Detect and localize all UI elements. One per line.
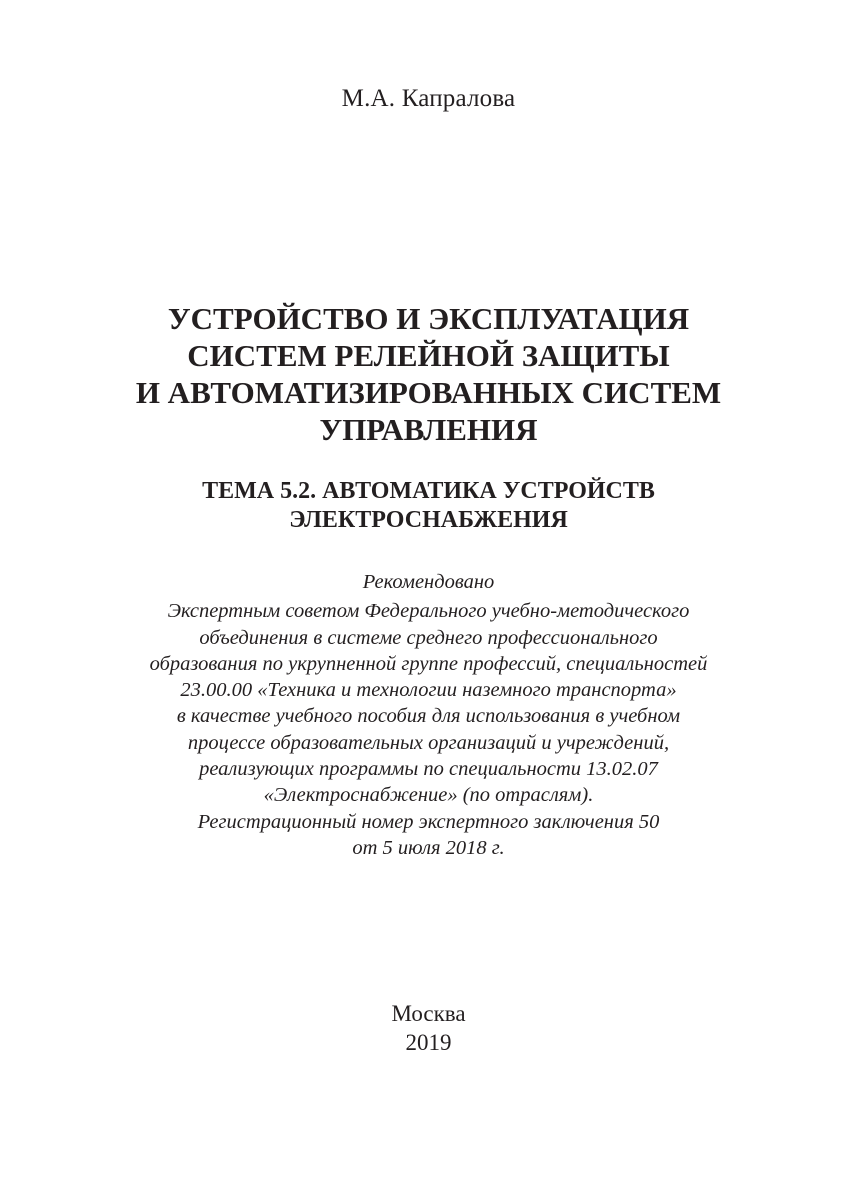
book-subtitle bbox=[0, 477, 857, 535]
recommendation-line: Регистрационный номер экспертного заключения 50 bbox=[197, 810, 660, 833]
book-title-line: СИСТЕМ РЕЛЕЙНОЙ ЗАЩИТЫ bbox=[187, 338, 670, 373]
recommendation-line: «Электроснабжение» (по отраслям). bbox=[263, 784, 594, 807]
imprint-year: 2019 bbox=[405, 1030, 452, 1055]
book-subtitle-line: ЭЛЕКТРОСНАБЖЕНИЯ bbox=[289, 507, 568, 533]
imprint bbox=[0, 999, 857, 1057]
recommendation-line: Экспертным советом Федерального учебно-методического bbox=[167, 600, 690, 623]
book-title bbox=[0, 300, 857, 448]
recommendation-line: объединения в системе среднего профессионального bbox=[199, 626, 658, 649]
recommendation-line: реализующих программы по специальности 13.02.07 bbox=[199, 758, 658, 781]
book-title-line: И АВТОМАТИЗИРОВАННЫХ СИСТЕМ bbox=[135, 375, 722, 410]
recommendation-line: от 5 июля 2018 г. bbox=[352, 836, 505, 859]
recommendation-line: образования по укрупненной группе профессий, специальностей bbox=[149, 652, 708, 675]
recommendation-heading: Рекомендовано bbox=[362, 571, 495, 593]
book-title-line: УПРАВЛЕНИЯ bbox=[319, 412, 538, 447]
recommendation-line: 23.00.00 «Техника и технологии наземного транспорта» bbox=[180, 679, 677, 702]
recommendation-block bbox=[0, 569, 857, 861]
recommendation-line: в качестве учебного пособия для использования в учебном bbox=[176, 705, 681, 728]
imprint-city: Москва bbox=[391, 1001, 466, 1026]
recommendation-line: процессе образовательных организаций и учреждений, bbox=[187, 731, 670, 754]
book-subtitle-line: ТЕМА 5.2. АВТОМАТИКА УСТРОЙСТВ bbox=[202, 478, 655, 504]
book-title-line: УСТРОЙСТВО И ЭКСПЛУАТАЦИЯ bbox=[167, 301, 690, 336]
author-name: М.А. Капралова bbox=[341, 85, 516, 112]
